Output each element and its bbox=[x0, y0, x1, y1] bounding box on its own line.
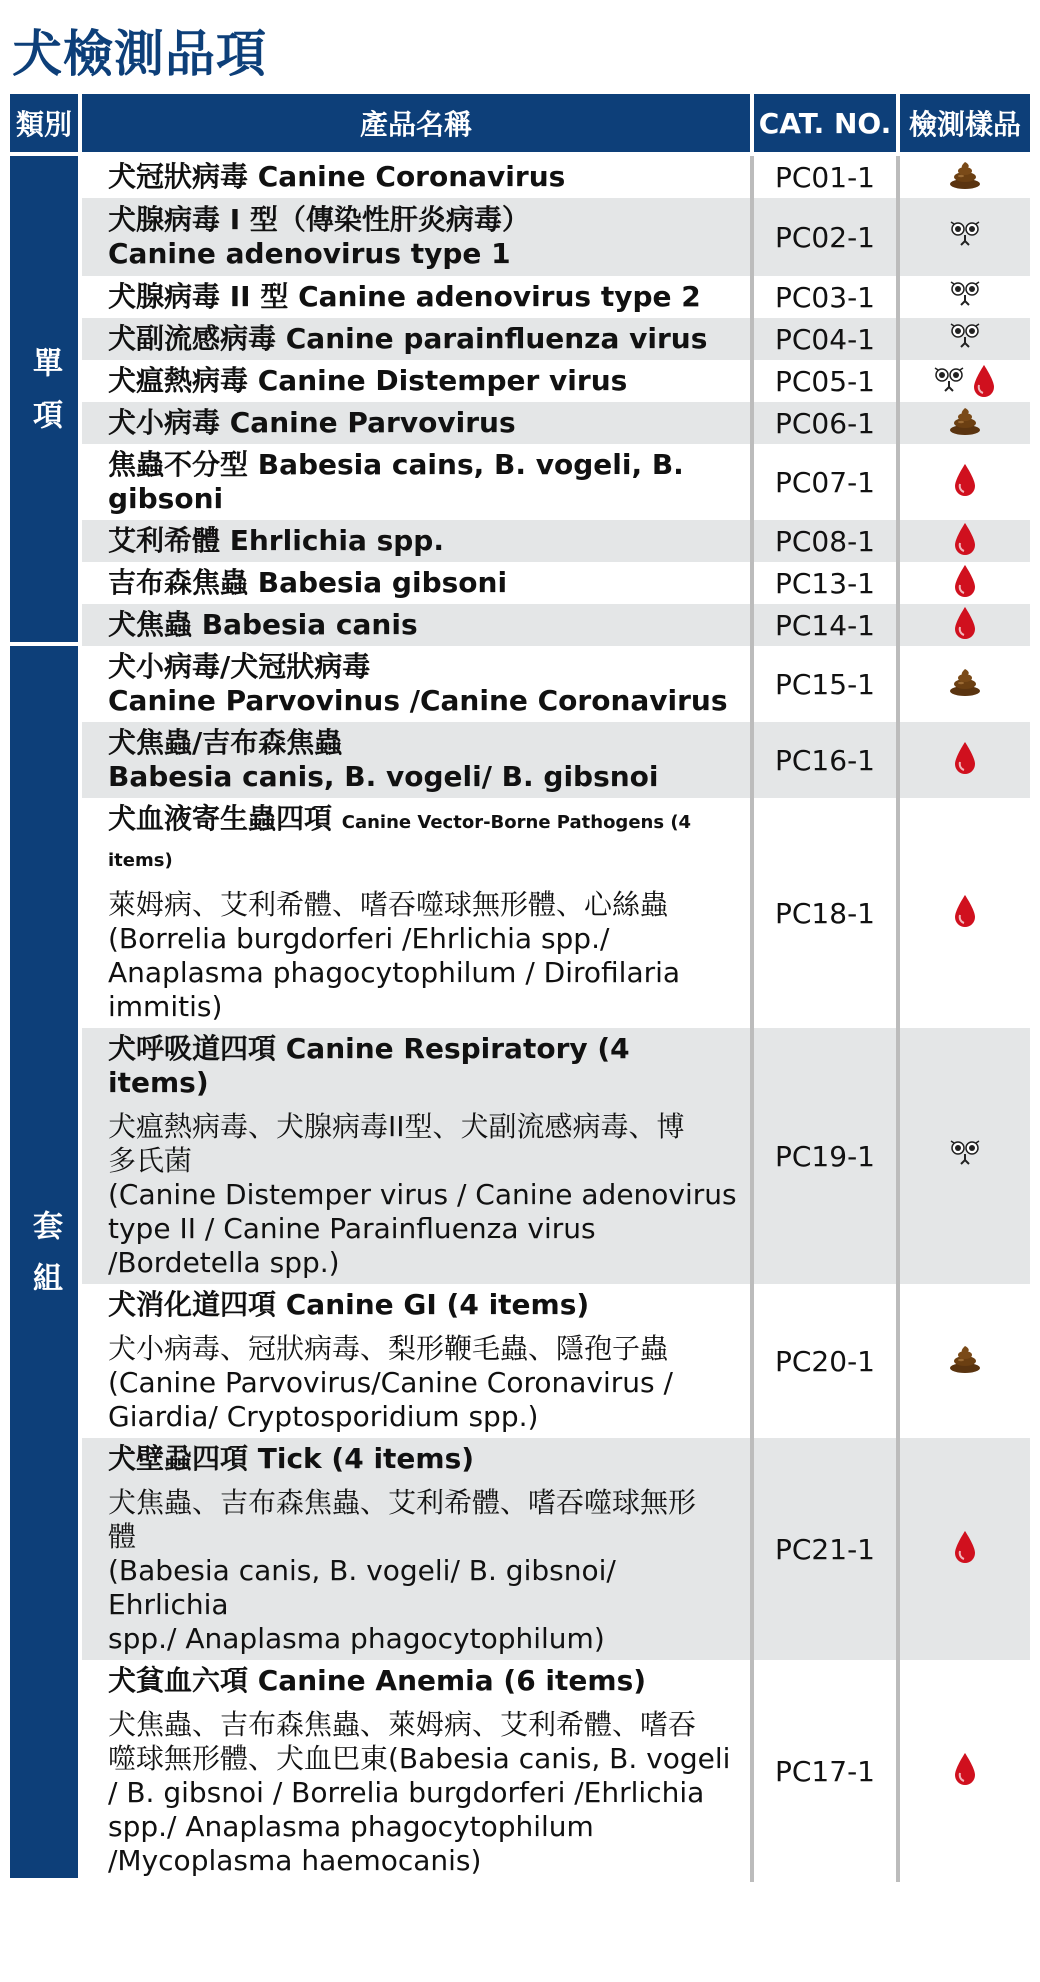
cat-no-cell: PC15-1 bbox=[754, 646, 900, 722]
test-items-table bbox=[10, 94, 1030, 1882]
sample-cell bbox=[900, 318, 1030, 360]
sample-cell bbox=[900, 722, 1030, 798]
product-name-cell bbox=[82, 1028, 754, 1284]
product-name-cell bbox=[82, 444, 754, 520]
product-description bbox=[108, 1110, 738, 1280]
sample-icons bbox=[949, 668, 981, 696]
product-name bbox=[108, 1442, 738, 1476]
category-panel bbox=[10, 646, 82, 1882]
table-row bbox=[10, 360, 1030, 402]
cat-no-cell: PC13-1 bbox=[754, 562, 900, 604]
product-name bbox=[108, 1664, 738, 1698]
eye-nose-icon bbox=[950, 281, 980, 309]
product-name-cell bbox=[82, 276, 754, 318]
sample-cell bbox=[900, 198, 1030, 276]
product-name-line: 犬焦蟲 Babesia canis bbox=[108, 608, 418, 641]
table-row bbox=[10, 1438, 1030, 1660]
sample-cell bbox=[900, 360, 1030, 402]
eye-nose-icon bbox=[950, 221, 980, 249]
cat-no-cell: PC21-1 bbox=[754, 1438, 900, 1660]
description-line: 犬焦蟲、吉布森焦蟲、艾利希體、嗜吞噬球無形 bbox=[108, 1486, 697, 1519]
sample-cell bbox=[900, 444, 1030, 520]
feces-icon bbox=[949, 407, 981, 435]
table-row bbox=[10, 156, 1030, 198]
table-row bbox=[10, 198, 1030, 276]
feces-icon bbox=[949, 1345, 981, 1373]
table-row bbox=[10, 402, 1030, 444]
cat-no-cell: PC06-1 bbox=[754, 402, 900, 444]
category-label: 單項 bbox=[27, 347, 62, 451]
category-label: 套組 bbox=[27, 1210, 62, 1314]
product-name bbox=[108, 406, 738, 440]
product-name-line: 犬呼吸道四項 Canine Respiratory (4 items) bbox=[108, 1032, 630, 1099]
sample-icons bbox=[949, 407, 981, 435]
product-name-line: 犬消化道四項 Canine GI (4 items) bbox=[108, 1288, 590, 1321]
sample-icons bbox=[950, 323, 980, 351]
product-name-cell bbox=[82, 646, 754, 722]
product-name-line: 犬瘟熱病毒 Canine Distemper virus bbox=[108, 364, 628, 397]
product-name bbox=[108, 802, 738, 878]
sample-icons bbox=[949, 161, 981, 189]
product-name-line: 犬壁蝨四項 Tick (4 items) bbox=[108, 1442, 475, 1475]
product-name bbox=[108, 364, 738, 398]
sample-cell bbox=[900, 646, 1030, 722]
sample-cell bbox=[900, 1438, 1030, 1660]
sample-icons bbox=[953, 894, 977, 928]
description-line: spp./ Anaplasma phagocytophilum) bbox=[108, 1622, 605, 1655]
product-name bbox=[108, 280, 738, 314]
product-name bbox=[108, 608, 738, 642]
description-line: (Canine Parvovirus/Canine Coronavirus / bbox=[108, 1366, 673, 1399]
description-line: immitis) bbox=[108, 990, 223, 1023]
sample-icons bbox=[949, 1345, 981, 1373]
sample-cell bbox=[900, 1028, 1030, 1284]
category-single bbox=[10, 156, 82, 646]
cat-no-cell: PC17-1 bbox=[754, 1660, 900, 1882]
product-description bbox=[108, 1486, 738, 1656]
blood-drop-icon bbox=[953, 564, 977, 598]
product-name-line: 吉布森焦蟲 Babesia gibsoni bbox=[108, 566, 508, 599]
blood-drop-icon bbox=[953, 463, 977, 497]
product-name-line: 犬血液寄生蟲四項 bbox=[108, 802, 333, 835]
description-line: Anaplasma phagocytophilum / Dirofilaria bbox=[108, 956, 681, 989]
blood-drop-icon bbox=[953, 1752, 977, 1786]
product-name-english: Canine Vector-Borne Pathogens (4 items) bbox=[108, 812, 692, 871]
table-row bbox=[10, 276, 1030, 318]
description-line: 體 bbox=[108, 1520, 137, 1553]
product-name-line: 犬焦蟲/吉布森焦蟲 bbox=[108, 726, 343, 759]
sample-cell bbox=[900, 604, 1030, 646]
sample-icons bbox=[953, 741, 977, 775]
table-row bbox=[10, 722, 1030, 798]
product-name bbox=[108, 160, 738, 194]
product-name-cell bbox=[82, 1284, 754, 1438]
product-name-line: 犬腺病毒 I 型（傳染性肝炎病毒） bbox=[108, 203, 530, 236]
description-line: Giardia/ Cryptosporidium spp.) bbox=[108, 1400, 539, 1433]
sample-cell bbox=[900, 798, 1030, 1028]
table-row bbox=[10, 520, 1030, 562]
description-line: 萊姆病、艾利希體、嗜吞噬球無形體、心絲蟲 bbox=[108, 888, 669, 921]
eye-nose-icon bbox=[950, 1140, 980, 1168]
sample-cell bbox=[900, 276, 1030, 318]
product-description bbox=[108, 1708, 738, 1878]
header-sample: 檢測樣品 bbox=[900, 94, 1030, 156]
header-category: 類別 bbox=[10, 94, 82, 156]
cat-no-cell: PC03-1 bbox=[754, 276, 900, 318]
sample-icons bbox=[953, 1752, 977, 1786]
blood-drop-icon bbox=[953, 1530, 977, 1564]
description-line: (Canine Distemper virus / Canine adenovirus bbox=[108, 1178, 737, 1211]
header-product-name: 產品名稱 bbox=[82, 94, 754, 156]
product-name bbox=[108, 448, 738, 516]
product-name-cell bbox=[82, 798, 754, 1028]
description-line: (Borrelia burgdorferi /Ehrlichia spp./ bbox=[108, 922, 610, 955]
cat-no-cell: PC02-1 bbox=[754, 198, 900, 276]
product-name bbox=[108, 1288, 738, 1322]
table-row bbox=[10, 604, 1030, 646]
cat-no-cell: PC07-1 bbox=[754, 444, 900, 520]
description-line: /Mycoplasma haemocanis) bbox=[108, 1844, 482, 1877]
product-name bbox=[108, 322, 738, 356]
table-row bbox=[10, 646, 1030, 722]
sample-icons bbox=[934, 364, 996, 398]
table-row bbox=[10, 318, 1030, 360]
sample-icons bbox=[950, 221, 980, 249]
product-name-cell bbox=[82, 722, 754, 798]
table-header-row bbox=[10, 94, 1030, 156]
product-name-cell bbox=[82, 198, 754, 276]
product-name-cell bbox=[82, 1660, 754, 1882]
description-line: spp./ Anaplasma phagocytophilum bbox=[108, 1810, 594, 1843]
cat-no-cell: PC08-1 bbox=[754, 520, 900, 562]
product-name-cell bbox=[82, 604, 754, 646]
product-name bbox=[108, 726, 738, 794]
description-line: 犬焦蟲、吉布森焦蟲、萊姆病、艾利希體、嗜吞 bbox=[108, 1708, 697, 1741]
eye-nose-icon bbox=[934, 367, 964, 395]
cat-no-cell: PC05-1 bbox=[754, 360, 900, 402]
blood-drop-icon bbox=[953, 606, 977, 640]
product-name-line: 艾利希體 Ehrlichia spp. bbox=[108, 524, 444, 557]
table-row bbox=[10, 1028, 1030, 1284]
page-title: 犬檢測品項 bbox=[12, 25, 267, 83]
cat-no-cell: PC19-1 bbox=[754, 1028, 900, 1284]
product-name bbox=[108, 203, 738, 271]
cat-no-cell: PC18-1 bbox=[754, 798, 900, 1028]
product-name-line: 犬小病毒 Canine Parvovirus bbox=[108, 406, 516, 439]
product-name-cell bbox=[82, 562, 754, 604]
product-name-cell bbox=[82, 402, 754, 444]
description-line: 犬瘟熱病毒、犬腺病毒II型、犬副流感病毒、博 bbox=[108, 1110, 685, 1143]
product-name-cell bbox=[82, 360, 754, 402]
product-name bbox=[108, 1032, 738, 1100]
product-name-line: 犬小病毒/犬冠狀病毒 bbox=[108, 650, 371, 683]
product-name bbox=[108, 650, 738, 718]
description-line: (Babesia canis, B. vogeli/ B. gibsnoi/ Ehrlichia bbox=[108, 1554, 616, 1621]
description-line: 噬球無形體、犬血巴東(Babesia canis, B. vogeli bbox=[108, 1742, 731, 1775]
blood-drop-icon bbox=[953, 894, 977, 928]
sample-icons bbox=[953, 564, 977, 598]
cat-no-cell: PC16-1 bbox=[754, 722, 900, 798]
cat-no-cell: PC20-1 bbox=[754, 1284, 900, 1438]
table-row bbox=[10, 444, 1030, 520]
product-name-line: 犬貧血六項 Canine Anemia (6 items) bbox=[108, 1664, 647, 1697]
sample-cell bbox=[900, 520, 1030, 562]
sample-icons bbox=[950, 1140, 980, 1168]
product-name-line: Babesia canis, B. vogeli/ B. gibsnoi bbox=[108, 760, 659, 793]
product-name bbox=[108, 524, 738, 558]
product-name-cell bbox=[82, 318, 754, 360]
sample-cell bbox=[900, 1284, 1030, 1438]
feces-icon bbox=[949, 161, 981, 189]
description-line: / B. gibsnoi / Borrelia burgdorferi /Ehrlichia bbox=[108, 1776, 705, 1809]
blood-drop-icon bbox=[953, 741, 977, 775]
header-cat-no: CAT. NO. bbox=[754, 94, 900, 156]
blood-drop-icon bbox=[972, 364, 996, 398]
product-name-cell bbox=[82, 156, 754, 198]
sample-icons bbox=[953, 463, 977, 497]
sample-cell bbox=[900, 1660, 1030, 1882]
table-row bbox=[10, 1660, 1030, 1882]
cat-no-cell: PC01-1 bbox=[754, 156, 900, 198]
sample-icons bbox=[950, 281, 980, 309]
product-name-cell bbox=[82, 520, 754, 562]
table-body bbox=[10, 156, 1030, 1882]
description-line: /Bordetella spp.) bbox=[108, 1246, 340, 1279]
sample-cell bbox=[900, 562, 1030, 604]
sample-cell bbox=[900, 156, 1030, 198]
product-name-line: 犬冠狀病毒 Canine Coronavirus bbox=[108, 160, 566, 193]
product-description bbox=[108, 888, 738, 1024]
table-row bbox=[10, 562, 1030, 604]
product-name bbox=[108, 566, 738, 600]
product-name-line: 焦蟲不分型 Babesia cains, B. vogeli, B. bbox=[108, 448, 684, 481]
product-name-cell bbox=[82, 1438, 754, 1660]
sample-cell bbox=[900, 402, 1030, 444]
table-row bbox=[10, 1284, 1030, 1438]
product-name-line: Canine adenovirus type 1 bbox=[108, 237, 511, 270]
product-name-line: Canine Parvovinus /Canine Coronavirus bbox=[108, 684, 728, 717]
product-name-line: 犬腺病毒 II 型 Canine adenovirus type 2 bbox=[108, 280, 701, 313]
sample-icons bbox=[953, 1530, 977, 1564]
sample-icons bbox=[953, 522, 977, 556]
blood-drop-icon bbox=[953, 522, 977, 556]
sample-icons bbox=[953, 606, 977, 640]
product-description bbox=[108, 1332, 738, 1434]
table-row bbox=[10, 798, 1030, 1028]
feces-icon bbox=[949, 668, 981, 696]
product-name-line: 犬副流感病毒 Canine parainfluenza virus bbox=[108, 322, 708, 355]
description-line: 多氏菌 bbox=[108, 1144, 193, 1177]
product-name-line: gibsoni bbox=[108, 482, 224, 515]
eye-nose-icon bbox=[950, 323, 980, 351]
cat-no-cell: PC04-1 bbox=[754, 318, 900, 360]
cat-no-cell: PC14-1 bbox=[754, 604, 900, 646]
description-line: type II / Canine Parainfluenza virus bbox=[108, 1212, 596, 1245]
description-line: 犬小病毒、冠狀病毒、梨形鞭毛蟲、隱孢子蟲 bbox=[108, 1332, 669, 1365]
